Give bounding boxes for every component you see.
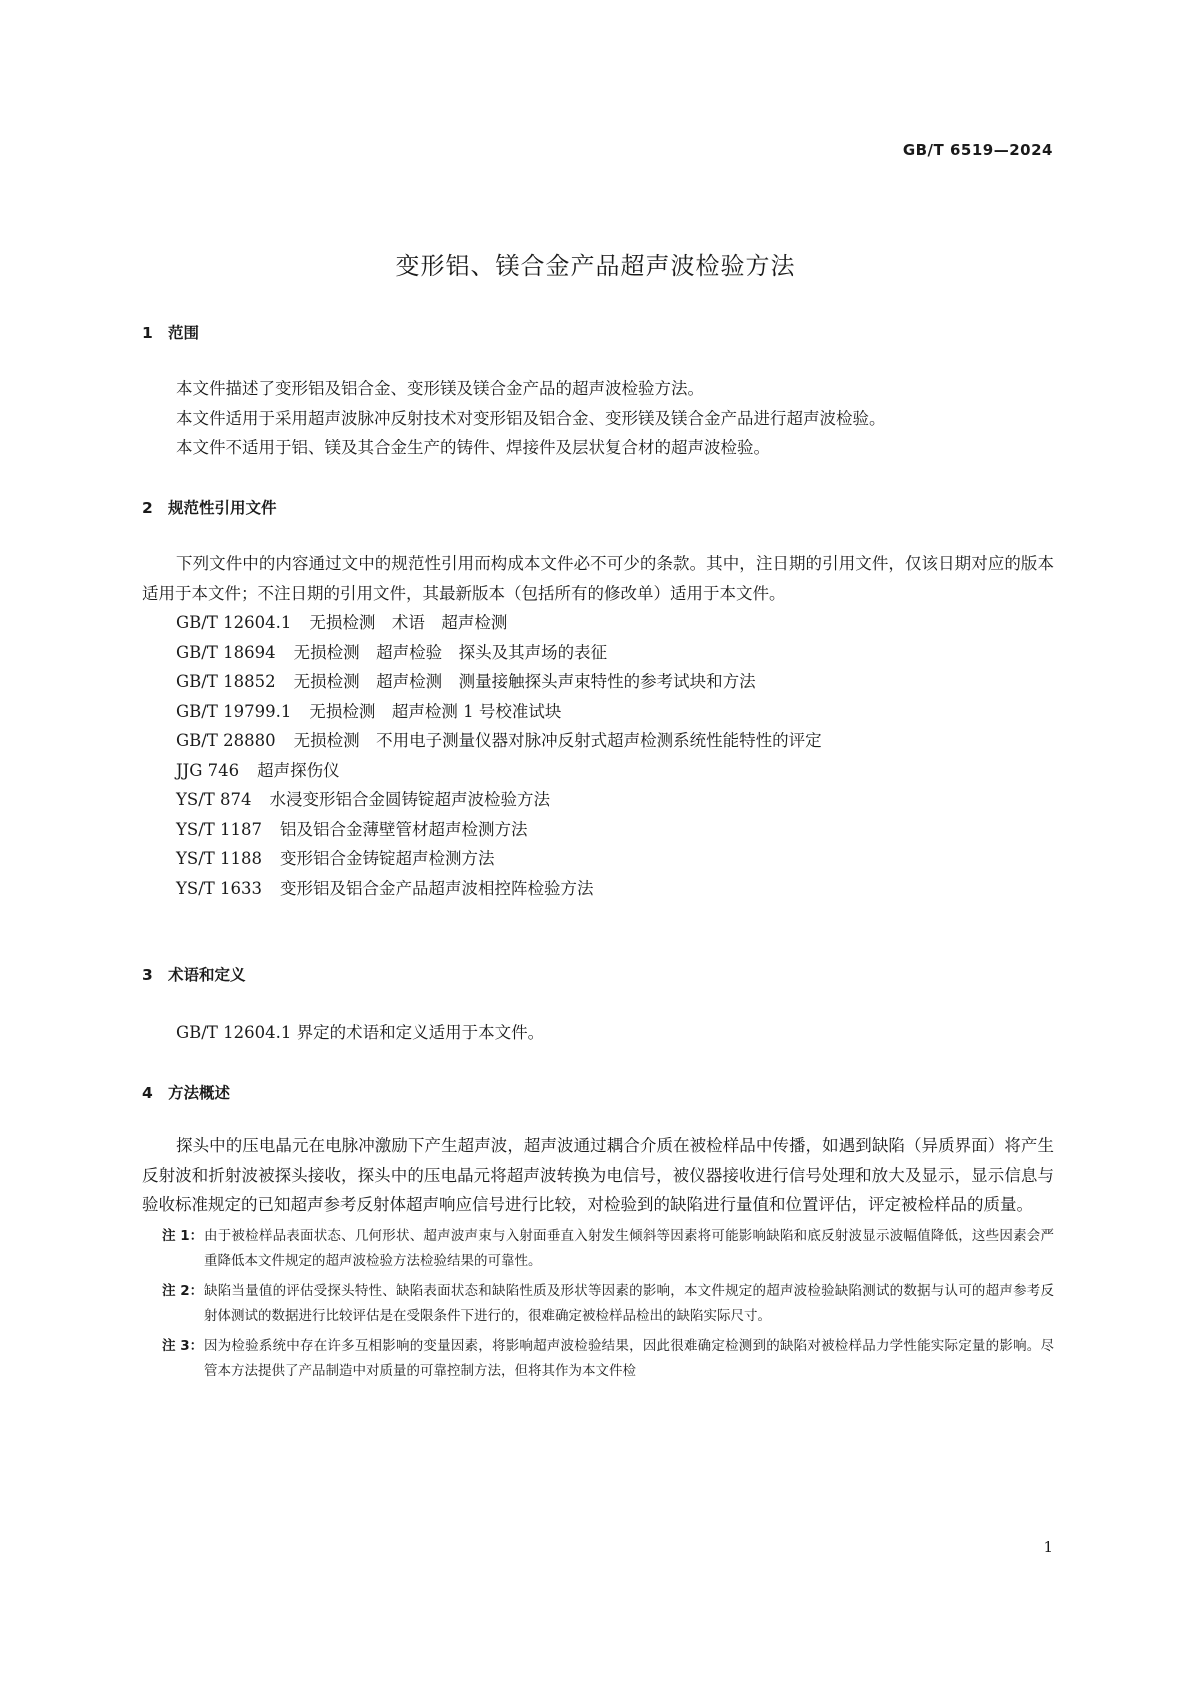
reference-title: 无损检测 术语 超声检测 (309, 613, 508, 632)
reference-code: GB/T 18852 (176, 672, 276, 691)
reference-code: GB/T 19799.1 (176, 701, 292, 721)
reference-title: 无损检测 超声检验 探头及其声场的表征 (293, 642, 608, 662)
reference-title: 变形铝合金铸锭超声检测方法 (280, 849, 495, 868)
note-text: 由于被检样品表面状态、几何形状、超声波声束与入射面垂直入射发生倾斜等因素将可能影响缺陷和底反射波显示波幅值降低，这些因素会严重降低本文件规定的超声波检验方法检验结果的可靠性。 (204, 1227, 1054, 1269)
reference-item (176, 756, 1054, 786)
reference-item (176, 815, 1054, 845)
note-label: 注 1： (162, 1227, 204, 1244)
reference-title: 超声探伤仪 (257, 760, 340, 780)
reference-title: 铝及铝合金薄壁管材超声检测方法 (280, 819, 528, 839)
reference-title: 无损检测 不用电子测量仪器对脉冲反射式超声检测系统性能特性的评定 (293, 731, 822, 750)
reference-code: GB/T 18694 (176, 642, 276, 662)
section-scope (142, 322, 1054, 344)
standard-code: GB/T 6519—2024 (902, 141, 1053, 159)
note-text: 缺陷当量值的评估受探头特性、缺陷表面状态和缺陷性质及形状等因素的影响，本文件规定的超声波检验缺陷测试的数据与认可的超声参考反射体测试的数据进行比较评估是在受限条件下进行的，很难确定被检样品检出的缺陷实际尺寸。 (204, 1282, 1054, 1324)
note (142, 1279, 1054, 1330)
terms-body (142, 1018, 1054, 1048)
note-label: 注 2： (162, 1282, 204, 1299)
reference-title: 无损检测 超声检测 1 号校准试块 (309, 701, 562, 721)
reference-item (176, 874, 1054, 904)
method-paragraph: 探头中的压电晶元在电脉冲激励下产生超声波，超声波通过耦合介质在被检样品中传播，如遇到缺陷（异质界面）将产生反射波和折射波被探头接收，探头中的压电晶元将超声波转换为电信号，被仪器接收进行信号处理和放大及显示，显示信息与验收标准规定的已知超声参考反射体超声响应信号进行比较，对检验到的缺陷进行量值和位置评估，评定被检样品的质量。 (142, 1136, 1054, 1214)
reference-item (176, 844, 1054, 874)
scope-paragraph: 本文件适用于采用超声波脉冲反射技术对变形铝及铝合金、变形镁及镁合金产品进行超声波检验。 (176, 408, 886, 428)
reference-code: JJG 746 (176, 760, 240, 780)
reference-list (142, 608, 1054, 903)
section-title: 方法概述 (168, 1084, 231, 1102)
reference-title: 变形铝及铝合金产品超声波相控阵检验方法 (280, 878, 594, 898)
reference-code: YS/T 874 (176, 790, 252, 809)
note-label: 注 3： (162, 1337, 204, 1354)
reference-title: 无损检测 超声检测 测量接触探头声束特性的参考试块和方法 (293, 672, 756, 691)
section-title: 规范性引用文件 (168, 499, 277, 517)
scope-paragraph: 本文件描述了变形铝及铝合金、变形镁及镁合金产品的超声波检验方法。 (176, 379, 704, 398)
section-heading (142, 497, 1054, 519)
section-heading (142, 964, 1054, 986)
section-title: 范围 (168, 324, 200, 342)
references-body (142, 549, 1054, 903)
section-normative-references (142, 497, 1054, 519)
reference-item (176, 667, 1054, 697)
reference-item (176, 638, 1054, 668)
section-number: 3 (142, 966, 153, 984)
section-number: 4 (142, 1084, 153, 1102)
document-title: 变形铝、镁合金产品超声波检验方法 (395, 252, 796, 280)
reference-code: GB/T 28880 (176, 731, 276, 750)
reference-code: YS/T 1633 (176, 878, 262, 898)
section-terms (142, 964, 1054, 986)
note (142, 1224, 1054, 1275)
scope-body (142, 374, 1054, 463)
reference-code: YS/T 1187 (176, 819, 262, 839)
scope-paragraph: 本文件不适用于铝、镁及其合金生产的铸件、焊接件及层状复合材的超声波检验。 (176, 438, 770, 457)
section-heading (142, 322, 1054, 344)
section-method (142, 1082, 1054, 1104)
note (142, 1334, 1054, 1385)
reference-item (176, 608, 1054, 638)
section-number: 2 (142, 499, 153, 517)
reference-title: 水浸变形铝合金圆铸锭超声波检验方法 (269, 790, 550, 809)
method-body (142, 1131, 1054, 1389)
section-title: 术语和定义 (168, 966, 246, 984)
page-number: 1 (1043, 1538, 1053, 1556)
reference-item (176, 697, 1054, 727)
terms-paragraph: GB/T 12604.1 界定的术语和定义适用于本文件。 (176, 1023, 545, 1042)
reference-item (176, 726, 1054, 756)
reference-code: GB/T 12604.1 (176, 613, 292, 632)
references-intro: 下列文件中的内容通过文中的规范性引用而构成本文件必不可少的条款。其中，注日期的引用文件，仅该日期对应的版本适用于本文件；不注日期的引用文件，其最新版本（包括所有的修改单）适用于本文件。 (142, 554, 1054, 603)
note-text: 因为检验系统中存在许多互相影响的变量因素，将影响超声波检验结果，因此很难确定检测到的缺陷对被检样品力学性能实际定量的影响。尽管本方法提供了产品制造中对质量的可靠控制方法，但将其作为本文件检 (204, 1337, 1054, 1379)
section-number: 1 (142, 324, 153, 342)
reference-item (176, 785, 1054, 815)
reference-code: YS/T 1188 (176, 849, 262, 868)
section-heading (142, 1082, 1054, 1104)
